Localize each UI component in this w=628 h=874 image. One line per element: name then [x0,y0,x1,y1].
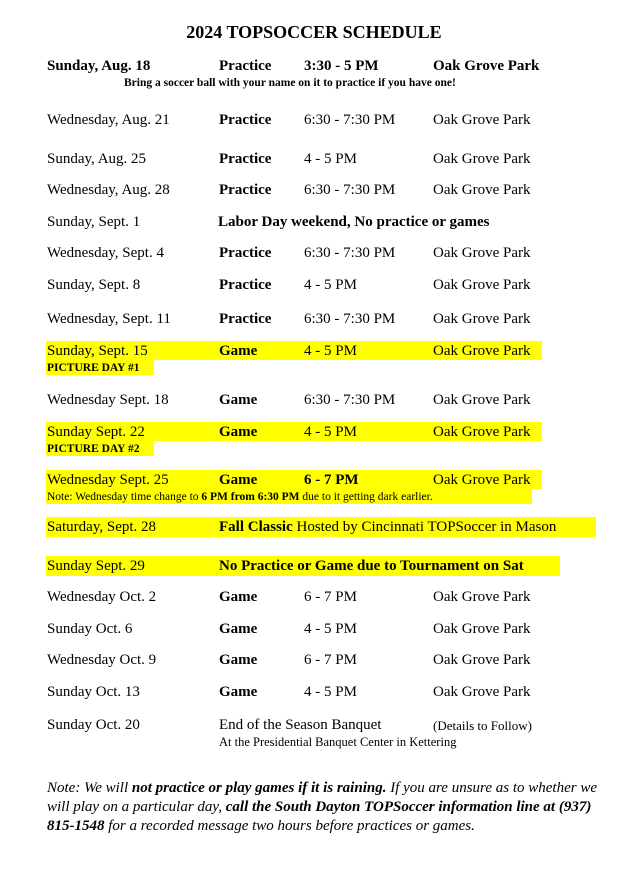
row-date: Wednesday, Aug. 21 [47,112,170,128]
row-time: 4 - 5 PM [304,621,357,637]
row-type: Game [219,472,258,488]
row-place: Oak Grove Park [433,343,531,359]
row-place: Oak Grove Park [433,472,531,488]
row-time: 6:30 - 7:30 PM [304,182,396,198]
row-details: (Details to Follow) [433,718,532,733]
row-type: Practice [219,311,272,327]
row-type: Practice [219,58,272,74]
row-date: Sunday Oct. 6 [47,621,133,637]
row-date: Sunday Oct. 13 [47,684,140,700]
row-type: Game [219,652,258,668]
row-note-bold: 6 PM from 6:30 PM [201,491,300,503]
row-time: 6:30 - 7:30 PM [304,245,396,261]
row-date: Wednesday Oct. 2 [47,589,157,605]
row-time: 4 - 5 PM [304,684,357,700]
row-place: Oak Grove Park [433,621,531,637]
row-time: 6 - 7 PM [304,652,357,668]
row-type: Game [219,392,258,408]
page-title: 2024 TOPSOCCER SCHEDULE [186,22,442,42]
row-date: Wednesday Oct. 9 [47,652,157,668]
row-event: Labor Day weekend, No practice or games [218,214,490,230]
row-type: Practice [219,245,272,261]
row-place: Oak Grove Park [433,424,531,440]
row-place: Oak Grove Park [433,112,531,128]
row-time: 6:30 - 7:30 PM [304,311,396,327]
row-date: Sunday Oct. 20 [47,717,140,733]
row-place: Oak Grove Park [433,392,531,408]
row-time: 4 - 5 PM [304,424,357,440]
row-time: 4 - 5 PM [304,151,357,167]
row-date: Sunday Sept. 22 [47,424,145,440]
row-note: Note: Wednesday time change to 6 PM from 6:30 PM due to it getting dark earlier. [47,491,433,503]
row-type: Practice [219,151,272,167]
row-date: Wednesday, Aug. 28 [47,182,170,198]
row-time: 3:30 - 5 PM [304,58,379,74]
row-place: Oak Grove Park [433,182,531,198]
row-subnote: PICTURE DAY #1 [47,362,140,374]
row-date: Saturday, Sept. 28 [47,519,157,535]
row-note: Bring a soccer ball with your name on it to practice if you have one! [124,77,456,89]
row-time: 4 - 5 PM [304,277,357,293]
row-date: Sunday, Sept. 1 [47,214,141,230]
row-type: Game [219,621,258,637]
row-type: Game [219,589,258,605]
footer-bold-phone: call the South Dayton TOPSoccer information line at (937) 815-1548 [47,799,592,834]
row-date: Sunday, Sept. 8 [47,277,141,293]
row-time: 6:30 - 7:30 PM [304,392,396,408]
footer-note: Note: We will not practice or play games if it is raining. If you are unsure as to whether we will play on a particular day, call the South Dayton TOPSoccer information line at (937) 815-1548 for a recorded message two hours before practices or games. [47,780,597,834]
row-date: Wednesday Sept. 25 [47,472,169,488]
row-type: Game [219,343,258,359]
row-subnote: At the Presidential Banquet Center in Kettering [219,735,457,749]
row-event: End of the Season Banquet [219,717,382,733]
row-place: Oak Grove Park [433,589,531,605]
row-place: Oak Grove Park [433,684,531,700]
row-date: Wednesday, Sept. 11 [47,311,171,327]
row-event: Fall Classic Hosted by Cincinnati TOPSoccer in Mason [219,519,557,535]
row-place: Oak Grove Park [433,652,531,668]
row-event: No Practice or Game due to Tournament on Sat [219,558,524,574]
row-date: Sunday Sept. 29 [47,558,145,574]
row-date: Wednesday Sept. 18 [47,392,169,408]
row-type: Game [219,424,258,440]
row-time: 6 - 7 PM [304,472,359,488]
row-time: 6:30 - 7:30 PM [304,112,396,128]
row-place: Oak Grove Park [433,311,531,327]
row-type: Game [219,684,258,700]
row-place: Oak Grove Park [433,151,531,167]
row-date: Wednesday, Sept. 4 [47,245,164,261]
row-place: Oak Grove Park [433,277,531,293]
row-subnote: PICTURE DAY #2 [47,443,140,455]
row-place: Oak Grove Park [433,245,531,261]
row-date: Sunday, Aug. 18 [47,58,151,74]
row-date: Sunday, Aug. 25 [47,151,147,167]
row-time: 4 - 5 PM [304,343,357,359]
row-time: 6 - 7 PM [304,589,357,605]
row-type: Practice [219,277,272,293]
row-place: Oak Grove Park [433,58,540,74]
footer-bold-rain: not practice or play games if it is raining. [131,780,387,796]
row-date: Sunday, Sept. 15 [47,343,148,359]
row-type: Practice [219,112,272,128]
row-type: Practice [219,182,272,198]
